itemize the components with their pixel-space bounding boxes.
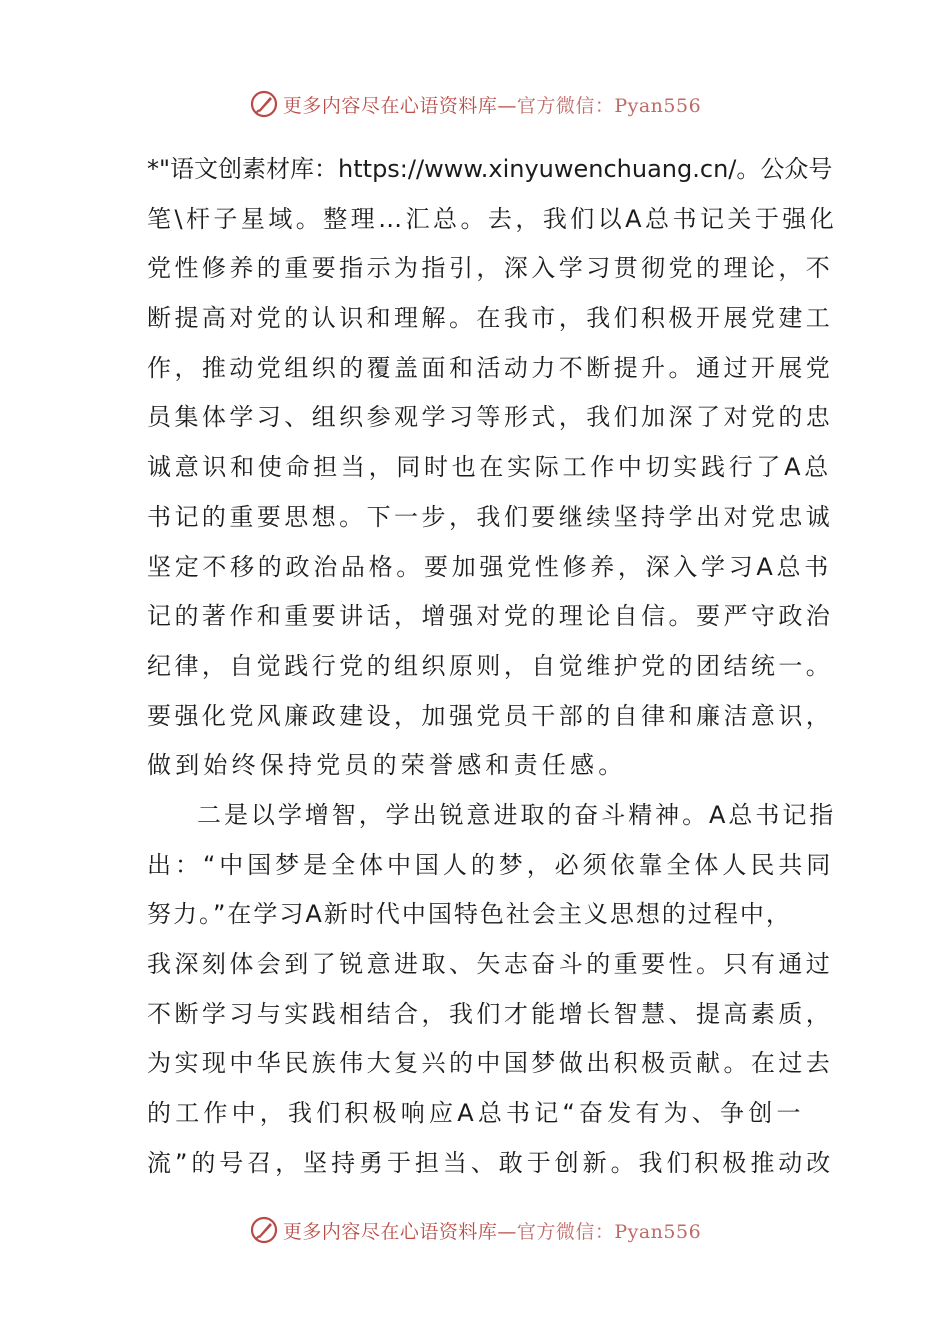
text-line: 流”的号召，坚持勇于担当、敢于创新。我们积极推动改 (147, 1148, 835, 1177)
text-line: 记的著作和重要讲话，增强对党的理论自信。要严守政治 (147, 602, 834, 631)
text-line: 做到始终保持党员的荣誉感和责任感。 (147, 751, 627, 780)
text-line: 作，推动党组织的覆盖面和活动力不断提升。通过开展党 (147, 353, 834, 382)
banner-text: 更多内容尽在心语资料库—官方微信：Pyan556 (282, 1220, 702, 1243)
text-line: 坚定不移的政治品格。要加强党性修养，深入学习A总书 (147, 552, 832, 581)
text-line: 纪律，自觉践行党的组织原则，自觉维护党的团结统一。 (147, 651, 834, 680)
text-line: 党性修养的重要指示为指引，深入学习贯彻党的理论，不 (147, 254, 834, 283)
text-line: 的工作中，我们积极响应A总书记“奋发有为、争创一 (147, 1099, 805, 1128)
text-line: 员集体学习、组织参观学习等形式，我们加深了对党的忠 (147, 403, 834, 432)
header-banner (0, 84, 950, 124)
text-line: 书记的重要思想。下一步，我们要继续坚持学出对党忠诚 (147, 502, 834, 531)
text-line: 要强化党风廉政建设，加强党员干部的自律和廉洁意识， (147, 701, 834, 730)
text-line: *"语文创素材库：https://www.xinyuwenchuang.cn/。公众号 (147, 155, 833, 183)
quill-logo-icon (249, 1215, 279, 1245)
text-line: 断提高对党的认识和理解。在我市，我们积极开展党建工 (147, 304, 834, 333)
quill-logo-icon (249, 89, 279, 119)
banner-text: 更多内容尽在心语资料库—官方微信：Pyan556 (282, 94, 702, 117)
text-line: 诚意识和使命担当，同时也在实际工作中切实践行了A总 (147, 453, 832, 482)
text-line: 为实现中华民族伟大复兴的中国梦做出积极贡献。在过去 (147, 1049, 834, 1078)
text-line: 不断学习与实践相结合，我们才能增长智慧、提高素质， (147, 999, 834, 1028)
text-line: 出：“中国梦是全体中国人的梦，必须依靠全体人民共同 (147, 850, 835, 879)
footer-banner (0, 1210, 950, 1250)
text-line: 我深刻体会到了锐意进取、矢志奋斗的重要性。只有通过 (147, 950, 834, 978)
document-body (147, 145, 838, 1188)
text-line: 笔\杆子星域。整理…汇总。去，我们以A总书记关于强化 (147, 204, 838, 233)
text-line: 二是以学增智，学出锐意进取的奋斗精神。A总书记指 (197, 800, 837, 829)
text-line: 努力。”在学习A新时代中国特色社会主义思想的过程中， (147, 900, 792, 929)
